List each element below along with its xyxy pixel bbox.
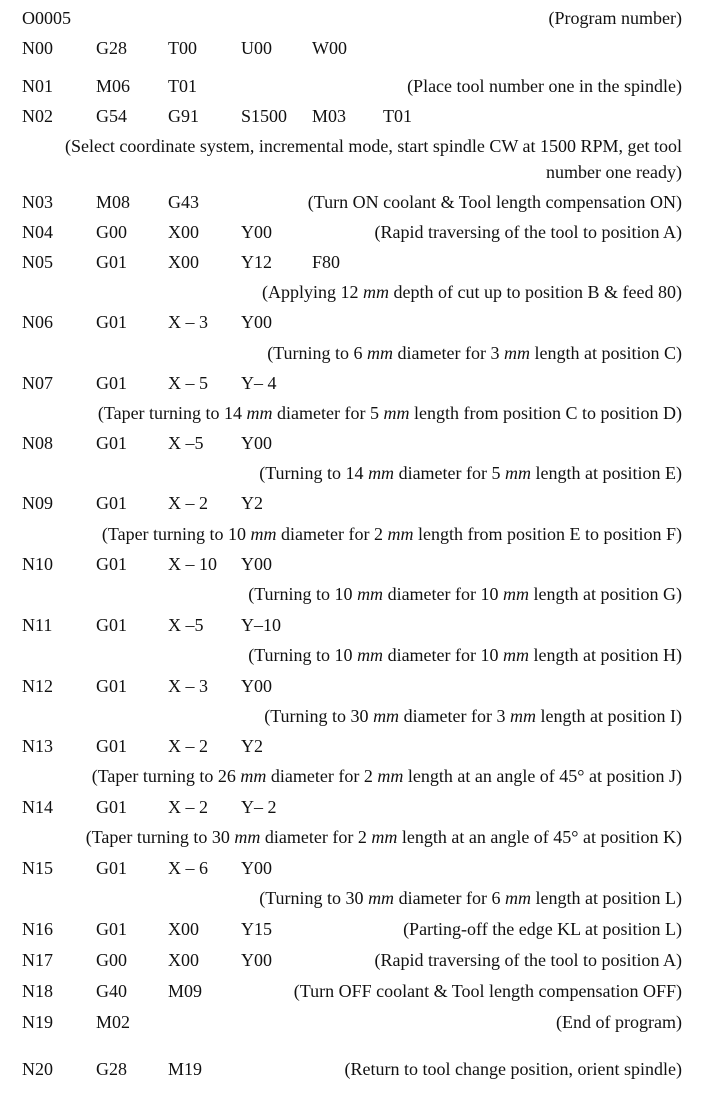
program-id: O0005 [22,8,71,28]
program-block [0,1010,702,1034]
program-block [0,250,702,274]
nc-word: Y00 [241,676,272,696]
block-comment: (Place tool number one in the spindle) [407,76,682,96]
block-comment: (Turn OFF coolant & Tool length compensation OFF) [293,981,682,1001]
block-comment-line: (Select coordinate system, incremental mode, start spindle CW at 1500 RPM, get tool [64,136,682,156]
nc-word: Y– 2 [241,797,277,817]
nc-word: G01 [96,373,127,393]
nc-word: X – 10 [168,554,217,574]
program-block [0,979,702,1003]
block-number: N15 [22,858,53,878]
program-block [0,917,702,941]
program-block [0,552,702,576]
nc-word: X – 3 [168,676,208,696]
block-number: N13 [22,736,53,756]
nc-word: Y00 [241,950,272,970]
block-comment: (Turn ON coolant & Tool length compensation ON) [307,192,682,212]
nc-word: M09 [168,981,203,1001]
nc-word: G28 [96,1059,127,1079]
nc-word: Y12 [241,252,272,272]
block-comment-line: (Turning to 14 mm diameter for 5 mm length at position E) [259,463,682,483]
nc-word: F80 [312,252,341,272]
nc-word: G43 [168,192,199,212]
block-number: N12 [22,676,53,696]
nc-word: M02 [96,1012,131,1032]
nc-word: X – 5 [168,373,208,393]
block-number: N09 [22,493,53,513]
nc-word: G01 [96,615,127,635]
nc-word: Y00 [241,222,272,242]
block-number: N06 [22,312,53,332]
block-number: N11 [22,615,53,635]
nc-word: S1500 [241,106,288,126]
nc-word: Y15 [241,919,272,939]
nc-word: W00 [312,38,347,58]
program-comment: (Program number) [548,8,682,28]
block-comment: (Rapid traversing of the tool to position A) [374,950,682,970]
nc-word: M03 [312,106,347,126]
block-comment-line: (Turning to 30 mm diameter for 6 mm length at position L) [259,888,682,908]
nc-word: G54 [96,106,127,126]
nc-word: Y2 [241,736,263,756]
nc-word: X00 [168,919,199,939]
block-number: N18 [22,981,53,1001]
nc-word: G01 [96,252,127,272]
nc-word: G01 [96,736,127,756]
nc-word: Y2 [241,493,263,513]
nc-word: M06 [96,76,131,96]
nc-word: M08 [96,192,131,212]
program-block [0,371,702,395]
program-block [0,104,702,128]
block-comment-line: (Turning to 10 mm diameter for 10 mm length at position G) [248,584,682,604]
block-number: N01 [22,76,53,96]
nc-word: X –5 [168,433,204,453]
program-block [0,491,702,515]
block-comment-line: number one ready) [546,162,682,182]
block-number: N20 [22,1059,53,1079]
nc-word: Y00 [241,433,272,453]
program-block [0,310,702,334]
program-block [0,734,702,758]
nc-word: Y00 [241,858,272,878]
nc-word: G91 [168,106,199,126]
nc-word: G01 [96,919,127,939]
program-block [0,856,702,880]
block-comment: (End of program) [556,1012,682,1032]
block-comment-line: (Applying 12 mm depth of cut up to position B & feed 80) [262,282,682,302]
nc-word: T01 [383,106,412,126]
nc-word: Y–10 [241,615,281,635]
block-comment: (Rapid traversing of the tool to position A) [374,222,682,242]
nc-word: G01 [96,554,127,574]
nc-word: X – 6 [168,858,208,878]
program-block [0,220,702,244]
program-block [0,674,702,698]
nc-word: G00 [96,222,127,242]
block-comment: (Parting-off the edge KL at position L) [403,919,682,939]
program-block [0,431,702,455]
block-number: N02 [22,106,53,126]
nc-word: G01 [96,797,127,817]
block-comment-line: (Taper turning to 10 mm diameter for 2 mm length from position E to position F) [101,524,682,544]
nc-word: G01 [96,858,127,878]
block-number: N03 [22,192,53,212]
program-block [0,948,702,972]
block-number: N05 [22,252,53,272]
nc-word: G01 [96,493,127,513]
nc-word: G00 [96,950,127,970]
block-comment-line: (Taper turning to 30 mm diameter for 2 mm length at an angle of 45° at position K) [85,827,682,847]
block-number: N17 [22,950,53,970]
block-number: N19 [22,1012,53,1032]
block-number: N14 [22,797,53,817]
nc-word: G40 [96,981,127,1001]
program-block [0,190,702,214]
nc-word: T00 [168,38,197,58]
nc-word: G28 [96,38,127,58]
nc-word: Y– 4 [241,373,277,393]
nc-word: Y00 [241,554,272,574]
nc-word: U00 [241,38,272,58]
nc-word: G01 [96,312,127,332]
nc-word: G01 [96,676,127,696]
block-comment-line: (Turning to 10 mm diameter for 10 mm length at position H) [248,645,682,665]
nc-word: M19 [168,1059,203,1079]
nc-word: X00 [168,252,199,272]
nc-word: X – 3 [168,312,208,332]
block-comment: (Return to tool change position, orient spindle) [344,1059,682,1079]
nc-word: X00 [168,950,199,970]
nc-word: Y00 [241,312,272,332]
block-number: N16 [22,919,53,939]
nc-word: X00 [168,222,199,242]
block-comment-line: (Turning to 30 mm diameter for 3 mm length at position I) [264,706,682,726]
nc-word: T01 [168,76,197,96]
program-header [0,6,702,30]
block-comment-line: (Taper turning to 14 mm diameter for 5 mm length from position C to position D) [97,403,682,423]
program-block [0,36,702,60]
block-number: N10 [22,554,53,574]
block-comment-line: (Taper turning to 26 mm diameter for 2 mm length at an angle of 45° at position J) [91,766,682,786]
block-comment-line: (Turning to 6 mm diameter for 3 mm length at position C) [267,343,682,363]
program-block [0,613,702,637]
block-number: N04 [22,222,53,242]
nc-word: G01 [96,433,127,453]
program-block [0,1057,702,1081]
nc-word: X – 2 [168,493,208,513]
nc-word: X – 2 [168,736,208,756]
program-block [0,74,702,98]
block-number: N00 [22,38,53,58]
block-number: N08 [22,433,53,453]
nc-word: X – 2 [168,797,208,817]
program-block [0,795,702,819]
block-number: N07 [22,373,53,393]
nc-word: X –5 [168,615,204,635]
